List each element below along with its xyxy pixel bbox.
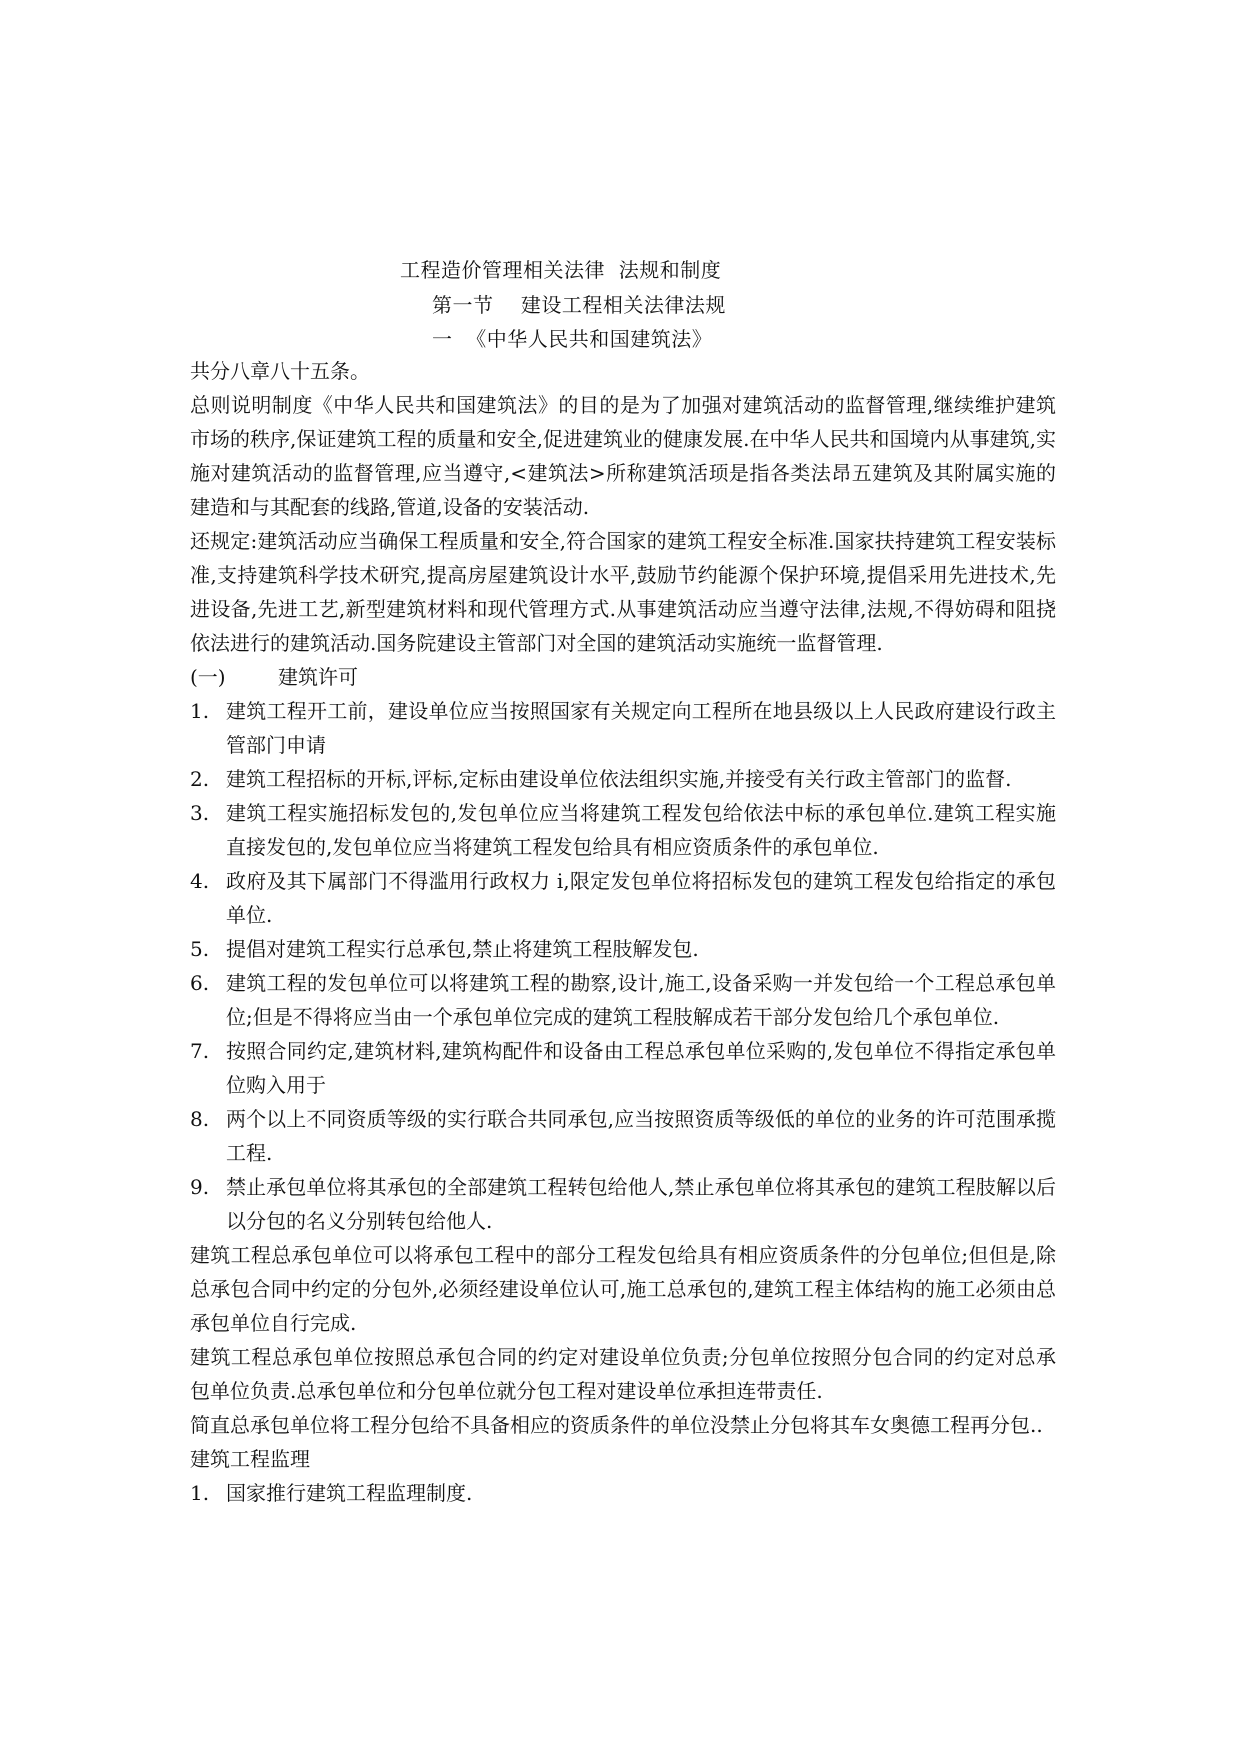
list-number: 8. xyxy=(190,1107,210,1131)
document-body xyxy=(190,354,1056,1510)
chapter-heading: 一 《中华人民共和国建筑法》 xyxy=(432,327,713,351)
list-number: 5. xyxy=(190,937,210,961)
list-item xyxy=(190,694,1056,762)
list-item xyxy=(190,1476,1056,1510)
paragraph-regulations: 还规定:建筑活动应当确保工程质量和安全,符合国家的建筑工程安全标准.国家扶持建筑工程安装标准,支持建筑科学技术研究,提高房屋建筑设计水平,鼓励节约能源个保护环境,提倡采用先进技术,先进设备,先进工艺,新型建筑材料和现代管理方式.从事建筑活动应当遵守法律,法规,不得妨碍和阻挠依法进行的建筑活动.国务院建设主管部门对全国的建筑活动实施统一监督管理. xyxy=(190,529,1056,655)
list-item xyxy=(190,966,1056,1034)
list-text: 国家推行建筑工程监理制度. xyxy=(226,1481,473,1505)
list-text: 提倡对建筑工程实行总承包,禁止将建筑工程肢解发包. xyxy=(226,937,699,961)
section-number: (一) xyxy=(190,665,226,689)
list-number: 4. xyxy=(190,869,210,893)
list-item xyxy=(190,1170,1056,1238)
list-text: 建筑工程招标的开标,评标,定标由建设单位依法组织实施,并接受有关行政主管部门的监督. xyxy=(226,767,1012,791)
section-title: 建筑许可 xyxy=(278,665,358,689)
list-number: 9. xyxy=(190,1175,210,1199)
list-text: 建筑工程开工前，建设单位应当按照国家有关规定向工程所在地县级以上人民政府建设行政主管部门申请 xyxy=(226,699,1056,757)
list-text: 两个以上不同资质等级的实行联合共同承包,应当按照资质等级低的单位的业务的许可范围承揽工程. xyxy=(226,1107,1056,1165)
list-item xyxy=(190,762,1056,796)
list-item xyxy=(190,796,1056,864)
list-number: 1. xyxy=(190,699,210,723)
list-text: 建筑工程实施招标发包的,发包单位应当将建筑工程发包给依法中标的承包单位.建筑工程实施直接发包的,发包单位应当将建筑工程发包给具有相应资质条件的承包单位. xyxy=(226,801,1056,859)
list-item xyxy=(190,1102,1056,1170)
list-item xyxy=(190,1034,1056,1102)
list-number: 7. xyxy=(190,1039,210,1063)
paragraph-general-provisions: 总则说明制度《中华人民共和国建筑法》的目的是为了加强对建筑活动的监督管理,继续维护建筑市场的秩序,保证建筑工程的质量和安全,促进建筑业的健康发展.在中华人民共和国境内从事建筑,实施对建筑活动的监督管理,应当遵守,<建筑法>所称建筑活顼是指各类法昂五建筑及其附属实施的建造和与其配套的线路,管道,设备的安装活动. xyxy=(190,393,1056,519)
document-title: 工程造价管理相关法律 法规和制度 xyxy=(400,258,722,282)
list-text: 政府及其下属部门不得滥用行政权力 i,限定发包单位将招标发包的建筑工程发包给指定的承包单位. xyxy=(226,869,1056,927)
list-number: 6. xyxy=(190,971,210,995)
section-heading-building-permit xyxy=(190,660,1056,694)
supervision-list xyxy=(190,1476,1056,1510)
paragraph-subcontracting: 建筑工程总承包单位可以将承包工程中的部分工程发包给具有相应资质条件的分包单位;但但是,除总承包合同中约定的分包外,必须经建设单位认可,施工总承包的,建筑工程主体结构的施工必须由总承包单位自行完成. xyxy=(190,1243,1056,1335)
section-title-supervision: 建筑工程监理 xyxy=(190,1447,310,1471)
list-text: 禁止承包单位将其承包的全部建筑工程转包给他人,禁止承包单位将其承包的建筑工程肢解以后以分包的名义分别转包给他人. xyxy=(226,1175,1056,1233)
list-item xyxy=(190,864,1056,932)
paragraph-prohibition: 简直总承包单位将工程分包给不具备相应的资质条件的单位没禁止分包将其车女奥德工程再分包.. xyxy=(190,1413,1043,1437)
list-number: 2. xyxy=(190,767,210,791)
paragraph-liability: 建筑工程总承包单位按照总承包合同的约定对建设单位负责;分包单位按照分包合同的约定对总承包单位负责.总承包单位和分包单位就分包工程对建设单位承担连带责任. xyxy=(190,1345,1056,1403)
list-text: 按照合同约定,建筑材料,建筑构配件和设备由工程总承包单位采购的,发包单位不得指定承包单位购入用于 xyxy=(226,1039,1056,1097)
list-number: 1. xyxy=(190,1481,210,1505)
list-number: 3. xyxy=(190,801,210,825)
section-heading: 第一节 建设工程相关法律法规 xyxy=(432,293,726,317)
permit-list xyxy=(190,694,1056,1238)
list-item xyxy=(190,932,1056,966)
list-text: 建筑工程的发包单位可以将建筑工程的勘察,设计,施工,设备采购一并发包给一个工程总承包单位;但是不得将应当由一个承包单位完成的建筑工程肢解成若干部分发包给几个承包单位. xyxy=(226,971,1056,1029)
paragraph-chapter-count: 共分八章八十五条。 xyxy=(190,359,370,383)
